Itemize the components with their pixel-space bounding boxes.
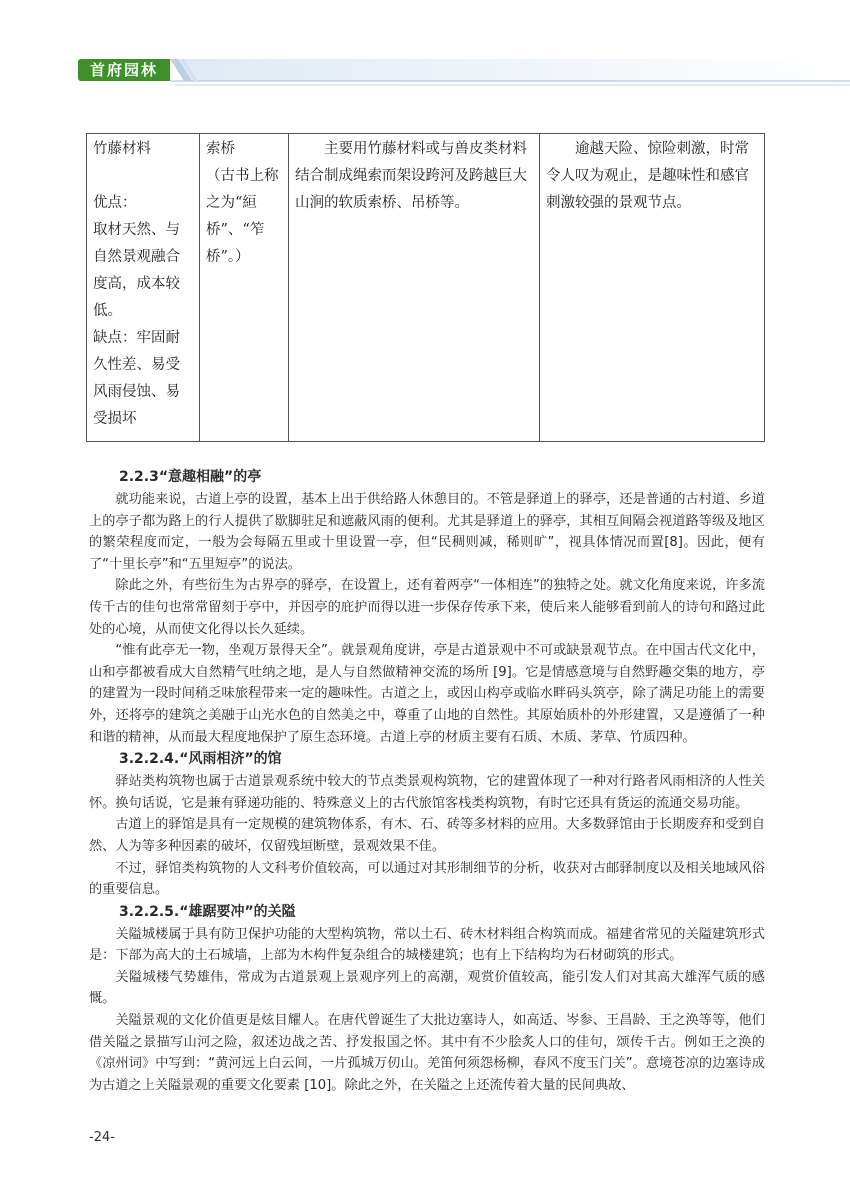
feature-text: 逾越天险、惊险刺激，时常令人叹为观止，是趣味性和感官刺激较强的景观节点。 (546, 141, 749, 211)
paragraph: 除此之外，有些衍生为古界亭的驿亭，在设置上，还有着两亭“一体相连”的独特之处。就文化角度来说，许多流传千古的佳句也常常留刻于亭中，并因亭的庇护而得以进一步保存传承下来，使后来人能够看到前人的诗句和路过此处的心境，从而使文化得以长久延续。 (89, 578, 765, 637)
feature-cell (540, 134, 765, 442)
paragraph: 就功能来说，古道上亭的设置，基本上出于供给路人休憩目的。不管是驿道上的驿亭，还是普通的古村道、乡道上的亭子都为路上的行人提供了歇脚驻足和遮蔽风雨的便利。尤其是驿道上的驿亭，其相互间隔会视道路等级及地区的繁荣程度而定，一般为会每隔五里或十里设置一亭，但“民稠则减，稀则旷”，视具体情况而置[8]。因此，便有了“十里长亭”和“五里短亭”的说法。 (89, 492, 765, 572)
description-text: 主要用竹藤材料或与兽皮类材料结合制成绳索而架设跨河及跨越巨大山涧的软质索桥、吊桥等。 (295, 141, 527, 211)
paragraph: 驿站类构筑物也属于古道景观系统中较大的节点类景观构筑物，它的建置体现了一种对行路者风雨相济的人性关怀。换句话说，它是兼有驿递功能的、特殊意义上的古代旅馆客栈类构筑物，有时它还具有货运的流通交易功能。 (89, 774, 765, 811)
paragraph: 关隘城楼属于具有防卫保护功能的大型构筑物，常以土石、砖木材料组合构筑而成。福建省常见的关隘建筑形式是：下部为高大的土石城墙，上部为木构件复杂组合的城楼建筑；也有上下结构均为石材砌筑的形式。 (89, 926, 765, 964)
paragraph: 关隘景观的文化价值更是炫目耀人。在唐代曾诞生了大批边塞诗人，如高适、岑参、王昌龄、王之涣等等，他们借关隘之景描写山河之险，叙述边战之苦、抒发报国之怀。其中有不少脍炙人口的佳句，颂传千古。例如王之涣的《凉州词》中写到：“黄河远上白云间，一片孤城万仞山。羌笛何须怨杨柳，春风不度玉门关”。意境苍凉的边塞诗成为古道之上关隘景观的重要文化要素 [10]。除此之外，在关隘之上还流传着大量的民间典故、 (89, 1013, 765, 1093)
material-table (86, 133, 765, 442)
logo: 首府园林 (78, 59, 170, 81)
paragraph: 不过，驿馆类构筑物的人文科考价值较高，可以通过对其形制细节的分析，收获对古邮驿制度以及相关地域风俗的重要信息。 (89, 860, 765, 898)
paragraph: 关隘城楼气势雄伟，常成为古道景观上景观序列上的高潮，观赏价值较高，能引发人们对其高大雄浑气质的感慨。 (89, 969, 765, 1007)
bridge-type-cell (200, 134, 289, 442)
bridge-type-text: 索桥 （古书上称之为“絙桥”、“笮桥”。） (206, 141, 279, 265)
page-number: -24- (89, 1130, 115, 1145)
description-cell (289, 134, 540, 442)
material-cell (87, 134, 200, 442)
section-heading: 3.2.2.4.“风雨相济”的馆 (119, 751, 282, 768)
section-heading: 3.2.2.5.“雄踞要冲”的关隘 (119, 903, 296, 920)
section-heading: 2.2.3“意趣相融”的亭 (119, 469, 262, 485)
material-text: 竹藤材料 优点： 取材天然、与自然景观融合度高，成本较低。 缺点：牢固耐久性差、易受风雨侵蚀、易受损坏 (93, 141, 180, 427)
body-content (89, 466, 765, 1096)
paragraph: “惟有此亭无一物，坐观万景得天全”。就景观角度讲，亭是古道景观中不可或缺景观节点。在中国古代文化中，山和亭都被看成大自然精气吐纳之地，是人与自然做精神交流的场所 [9]。它是情感意境与自然野趣交集的地方，亭的建置为一段时间稍乏味旅程带来一定的趣味性。古道之上，或因山构亭或临水畔码头筑亭，除了满足功能上的需要外，还将亭的建筑之美融于山光水色的自然美之中，尊重了山地的自然性。其原始质朴的外形建置，又是遵循了一种和谐的精神，从而最大程度地保护了原生态环境。古道上亭的材质主要有石质、木质、茅草、竹质四种。 (89, 643, 765, 745)
table-row (87, 134, 765, 442)
paragraph: 古道上的驿馆是具有一定规模的建筑物体系，有木、石、砖等多材料的应用。大多数驿馆由于长期废弃和受到自然、人为等多种因素的破坏，仅留残垣断壁，景观效果不佳。 (89, 817, 765, 854)
